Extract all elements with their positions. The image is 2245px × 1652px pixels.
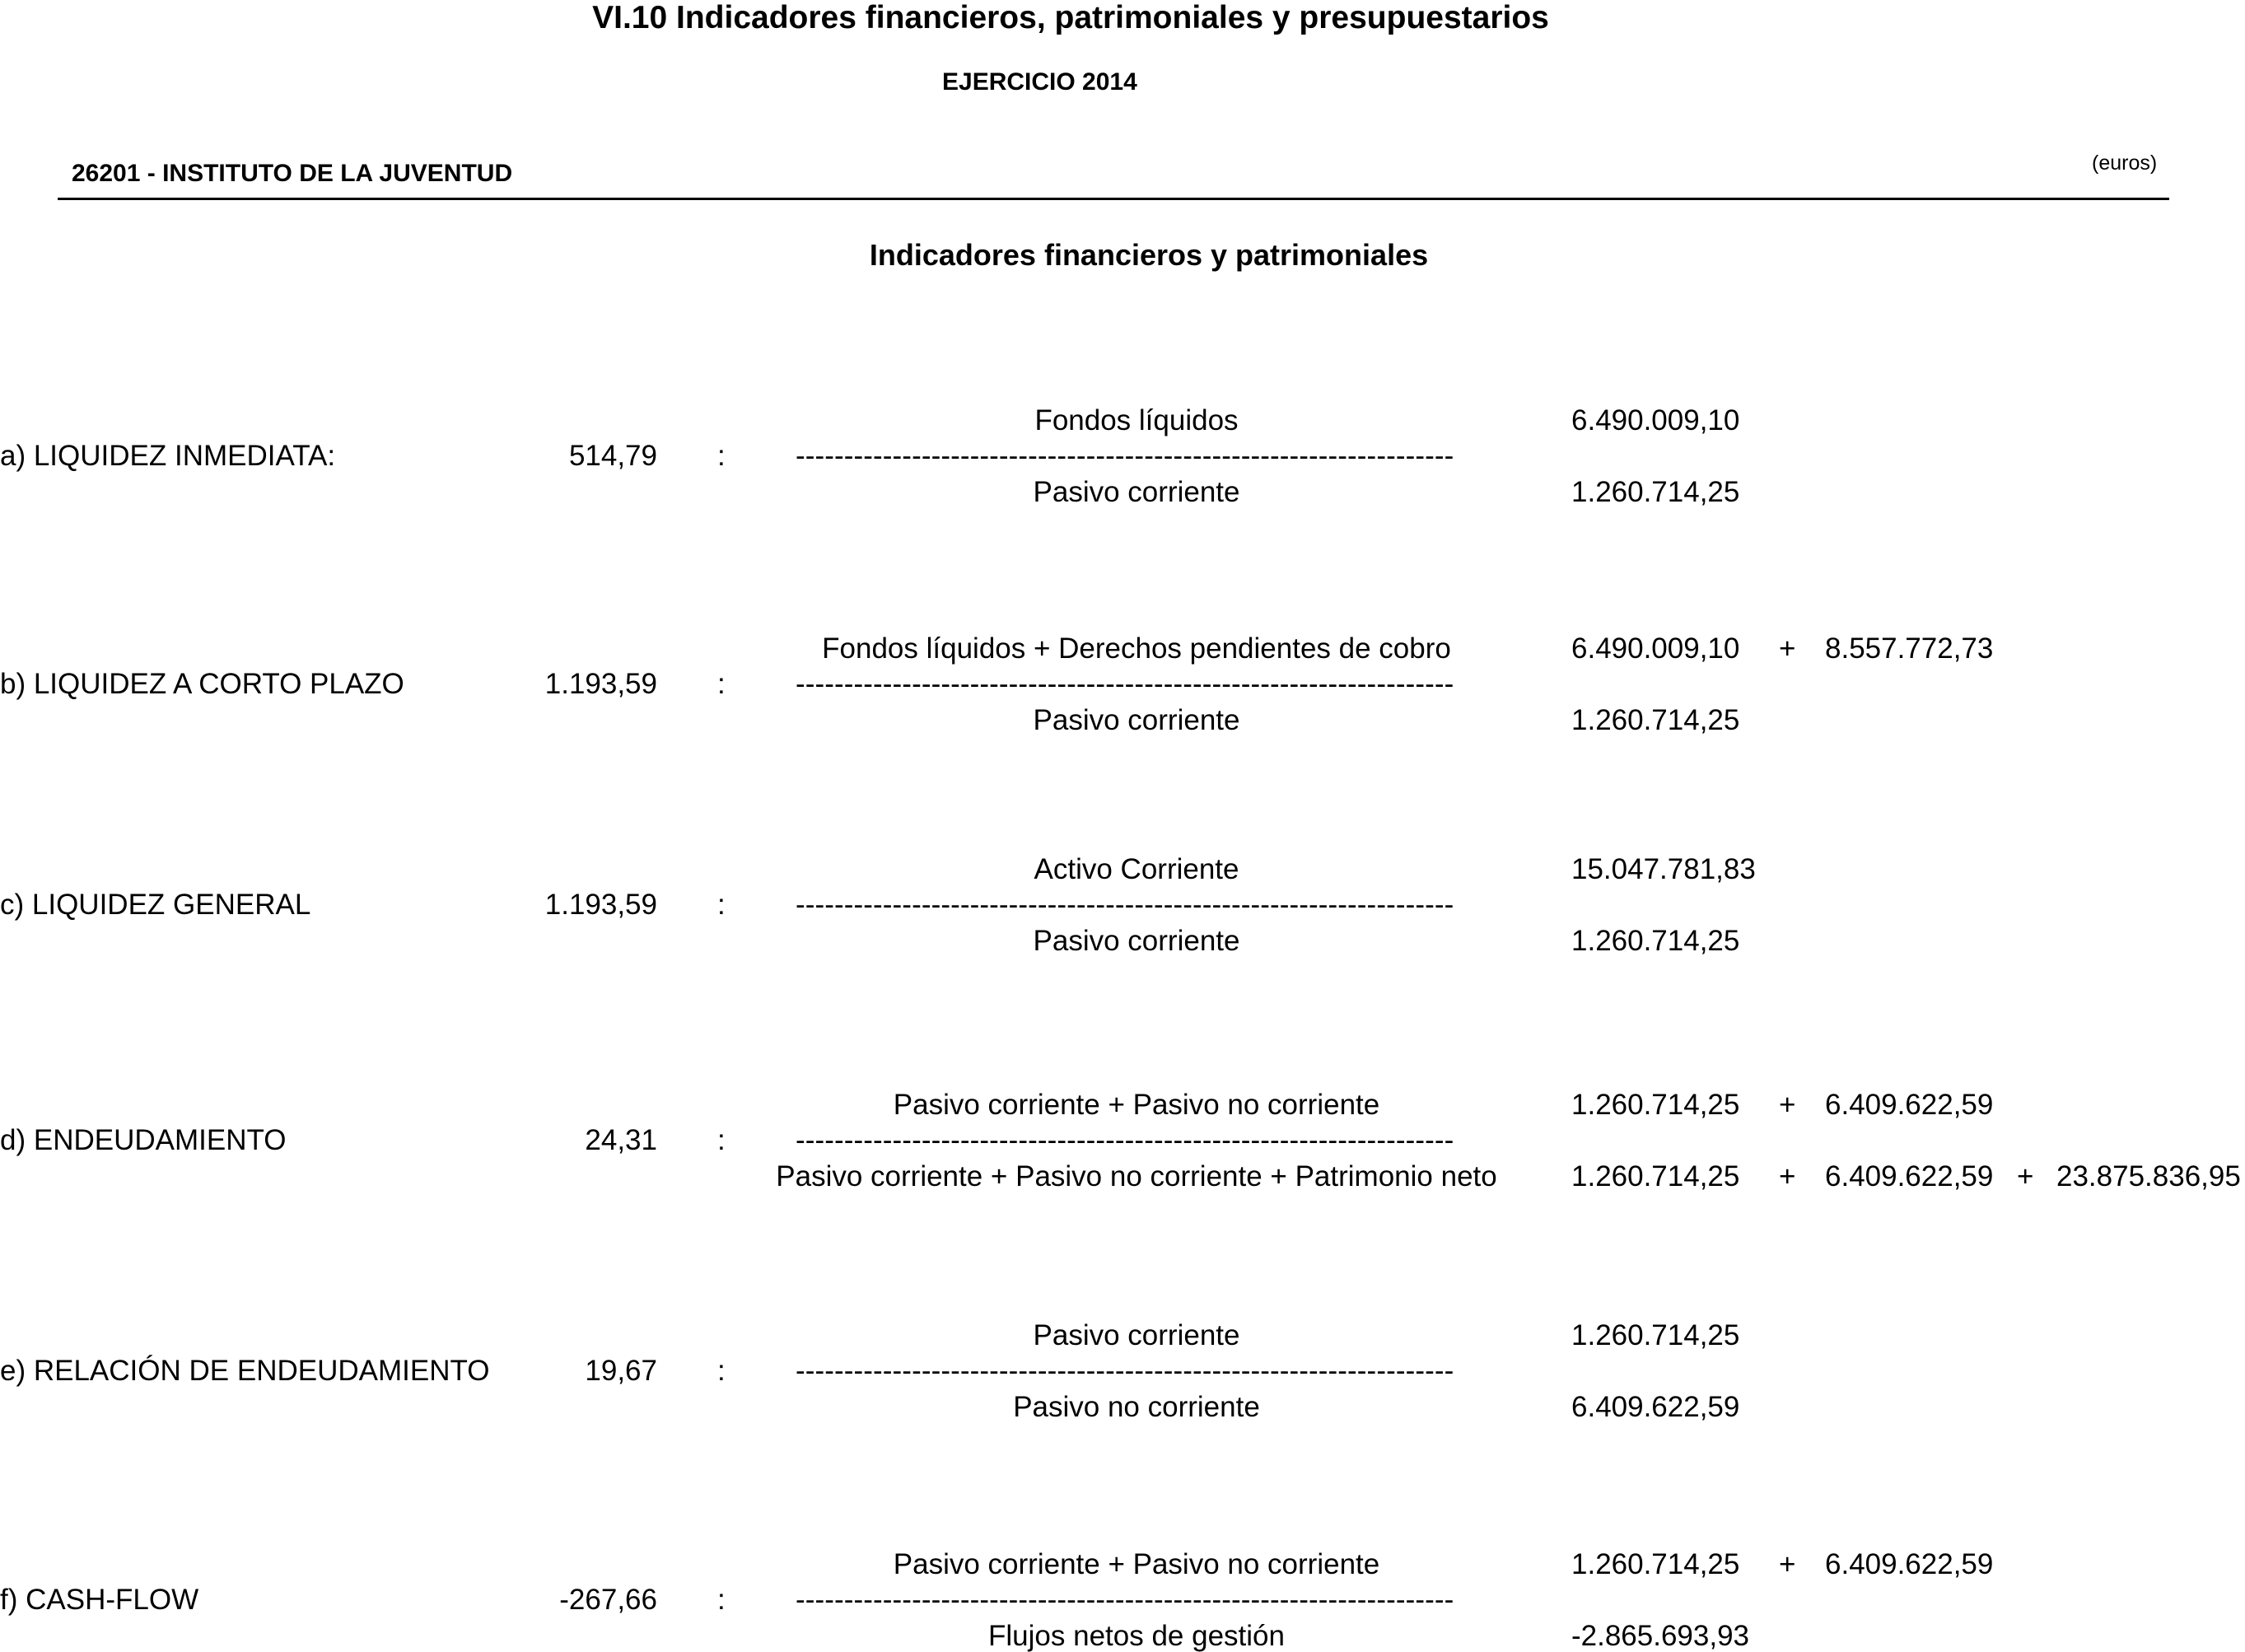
fraction-line: -------------------------------------------------------------------- xyxy=(796,1355,1454,1387)
denominator-term: 1.260.714,25 xyxy=(1571,476,1740,508)
entity-name: 26201 - INSTITUTO DE LA JUVENTUD xyxy=(72,160,513,187)
numerator-formula: Pasivo corriente + Pasivo no corriente xyxy=(893,1548,1380,1580)
numerator-term: 6.409.622,59 xyxy=(1825,1089,1994,1121)
denominator-formula: Pasivo corriente xyxy=(1033,704,1240,736)
numerator-term: 1.260.714,25 xyxy=(1571,1319,1740,1351)
plus-operator: + xyxy=(1779,632,1796,665)
numerator-formula: Fondos líquidos xyxy=(1034,404,1239,436)
denominator-term: 1.260.714,25 xyxy=(1571,925,1740,957)
numerator-term: 1.260.714,25 xyxy=(1571,1089,1740,1121)
separator-colon: : xyxy=(717,889,726,921)
denominator-formula: Pasivo corriente + Pasivo no corriente + Patrimonio neto xyxy=(776,1160,1497,1192)
denominator-term: 23.875.836,95 xyxy=(2056,1160,2241,1192)
separator-colon: : xyxy=(717,1584,726,1616)
plus-operator: + xyxy=(1779,1089,1796,1121)
fraction-line: -------------------------------------------------------------------- xyxy=(796,668,1454,700)
denominator-term: 6.409.622,59 xyxy=(1571,1391,1740,1423)
indicator-value: 514,79 xyxy=(568,440,657,472)
numerator-term: 6.490.009,10 xyxy=(1571,632,1740,665)
numerator-formula: Fondos líquidos + Derechos pendientes de cobro xyxy=(822,632,1451,665)
indicator-label: e) RELACIÓN DE ENDEUDAMIENTO xyxy=(0,1355,490,1387)
numerator-term: 6.409.622,59 xyxy=(1825,1548,1994,1580)
indicator-label: c) LIQUIDEZ GENERAL xyxy=(0,889,311,921)
fiscal-year: EJERCICIO 2014 xyxy=(942,68,1137,96)
separator-colon: : xyxy=(717,1124,726,1156)
indicator-value: 24,31 xyxy=(585,1124,657,1156)
denominator-formula: Pasivo corriente xyxy=(1033,925,1240,957)
numerator-formula: Activo Corriente xyxy=(1034,853,1239,885)
header-divider xyxy=(58,198,2169,200)
numerator-formula: Pasivo corriente xyxy=(1033,1319,1240,1351)
currency-units: (euros) xyxy=(2092,152,2158,175)
numerator-term: 6.490.009,10 xyxy=(1571,404,1740,436)
indicator-label: a) LIQUIDEZ INMEDIATA: xyxy=(0,440,336,472)
numerator-formula: Pasivo corriente + Pasivo no corriente xyxy=(893,1089,1380,1121)
indicator-value: 19,67 xyxy=(585,1355,657,1387)
plus-operator: + xyxy=(2017,1160,2034,1192)
separator-colon: : xyxy=(717,440,726,472)
denominator-term: -2.865.693,93 xyxy=(1571,1620,1750,1652)
indicator-value: 1.193,59 xyxy=(544,668,657,700)
separator-colon: : xyxy=(717,1355,726,1387)
numerator-term: 1.260.714,25 xyxy=(1571,1548,1740,1580)
fraction-line: -------------------------------------------------------------------- xyxy=(796,1584,1454,1616)
fraction-line: -------------------------------------------------------------------- xyxy=(796,889,1454,921)
indicator-value: -267,66 xyxy=(559,1584,657,1616)
indicator-label: f) CASH-FLOW xyxy=(0,1584,199,1616)
separator-colon: : xyxy=(717,668,726,700)
plus-operator: + xyxy=(1779,1548,1796,1580)
denominator-formula: Pasivo no corriente xyxy=(1013,1391,1260,1423)
fraction-line: -------------------------------------------------------------------- xyxy=(796,1124,1454,1156)
denominator-formula: Pasivo corriente xyxy=(1033,476,1240,508)
indicator-label: d) ENDEUDAMIENTO xyxy=(0,1124,287,1156)
indicator-label: b) LIQUIDEZ A CORTO PLAZO xyxy=(0,668,404,700)
indicator-value: 1.193,59 xyxy=(544,889,657,921)
fraction-line: -------------------------------------------------------------------- xyxy=(796,440,1454,472)
page-title: VI.10 Indicadores financieros, patrimoniales y presupuestarios xyxy=(592,0,1549,35)
plus-operator: + xyxy=(1779,1160,1796,1192)
numerator-term: 15.047.781,83 xyxy=(1571,853,1756,885)
denominator-term: 1.260.714,25 xyxy=(1571,704,1740,736)
denominator-term: 6.409.622,59 xyxy=(1825,1160,1994,1192)
numerator-term: 8.557.772,73 xyxy=(1825,632,1994,665)
denominator-formula: Flujos netos de gestión xyxy=(988,1620,1285,1652)
denominator-term: 1.260.714,25 xyxy=(1571,1160,1740,1192)
section-title: Indicadores financieros y patrimoniales xyxy=(869,238,1429,272)
